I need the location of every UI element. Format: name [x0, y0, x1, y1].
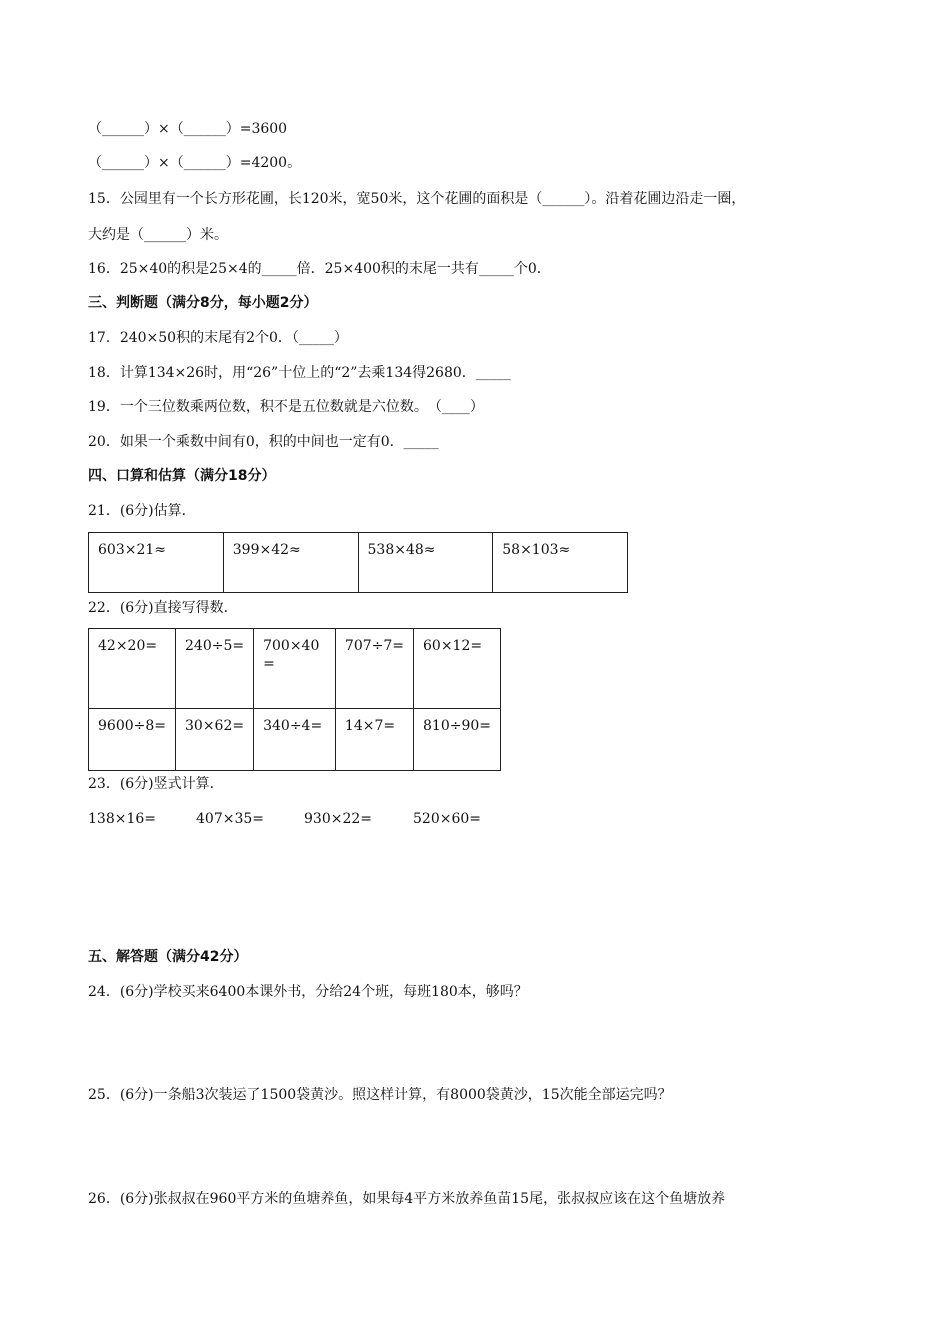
question-26: 26．(6分)张叔叔在960平方米的鱼塘养鱼，如果每4平方米放养鱼苗15尾，张叔叔应该在这个鱼塘放养 — [88, 1191, 726, 1207]
question-24: 24．(6分)学校买来6400本课外书，分给24个班，每班180本，够吗？ — [88, 984, 528, 1000]
question-20: 20．如果一个乘数中间有0，积的中间也一定有0．_____ — [88, 434, 439, 450]
vertical-calc-item: 520×60= — [413, 811, 481, 827]
section-5-heading: 五、解答题（满分42分） — [88, 949, 248, 965]
vertical-calc-item: 138×16= — [88, 811, 156, 827]
direct-answer-cell: 42×20= — [89, 629, 176, 709]
direct-answer-cell: 60×12= — [414, 629, 501, 709]
estimate-cell: 399×42≈ — [223, 533, 358, 593]
vertical-calc-item: 930×22= — [304, 811, 372, 827]
direct-answer-table — [88, 628, 501, 771]
direct-answer-cell: 340÷4= — [254, 709, 336, 771]
question-15-line-2: 大约是（______）米。 — [88, 227, 228, 243]
estimate-table — [88, 532, 628, 593]
estimate-cell: 603×21≈ — [89, 533, 224, 593]
fill-blank-line-4200: （______）×（______）=4200。 — [88, 155, 302, 171]
question-19: 19．一个三位数乘两位数，积不是五位数就是六位数。 （____） — [88, 399, 484, 415]
vertical-calc-item: 407×35= — [196, 811, 264, 827]
estimate-cell: 538×48≈ — [358, 533, 493, 593]
direct-answer-cell: 700×40= — [254, 629, 336, 709]
fill-blank-line-3600: （______）×（______）=3600 — [88, 121, 288, 137]
section-4-heading: 四、口算和估算（满分18分） — [88, 468, 276, 484]
direct-answer-cell: 14×7= — [335, 709, 413, 771]
question-15-line-1: 15．公园里有一个长方形花圃，长120米，宽50米，这个花圃的面积是（______）。沿着花圃边沿走一圈， — [88, 191, 746, 207]
question-18: 18．计算134×26时，用“26”十位上的“2”去乘134得2680．_____ — [88, 365, 511, 381]
question-23: 23．(6分)竖式计算． — [88, 776, 224, 792]
direct-answer-cell: 9600÷8= — [89, 709, 176, 771]
question-25: 25．(6分)一条船3次装运了1500袋黄沙。照这样计算，有8000袋黄沙，15次能全部运完吗？ — [88, 1087, 672, 1103]
direct-answer-cell: 707÷7= — [335, 629, 413, 709]
direct-answer-cell: 240÷5= — [176, 629, 254, 709]
question-17: 17．240×50积的末尾有2个0．（_____） — [88, 330, 348, 346]
question-22: 22．(6分)直接写得数． — [88, 600, 238, 616]
question-16: 16．25×40的积是25×4的_____倍．25×400积的末尾一共有_____个0． — [88, 261, 551, 277]
direct-answer-cell: 810÷90= — [414, 709, 501, 771]
estimate-cell: 58×103≈ — [493, 533, 628, 593]
question-21: 21．(6分)估算． — [88, 503, 196, 519]
section-3-heading: 三、判断题（满分8分，每小题2分） — [88, 295, 318, 311]
direct-answer-cell: 30×62= — [176, 709, 254, 771]
